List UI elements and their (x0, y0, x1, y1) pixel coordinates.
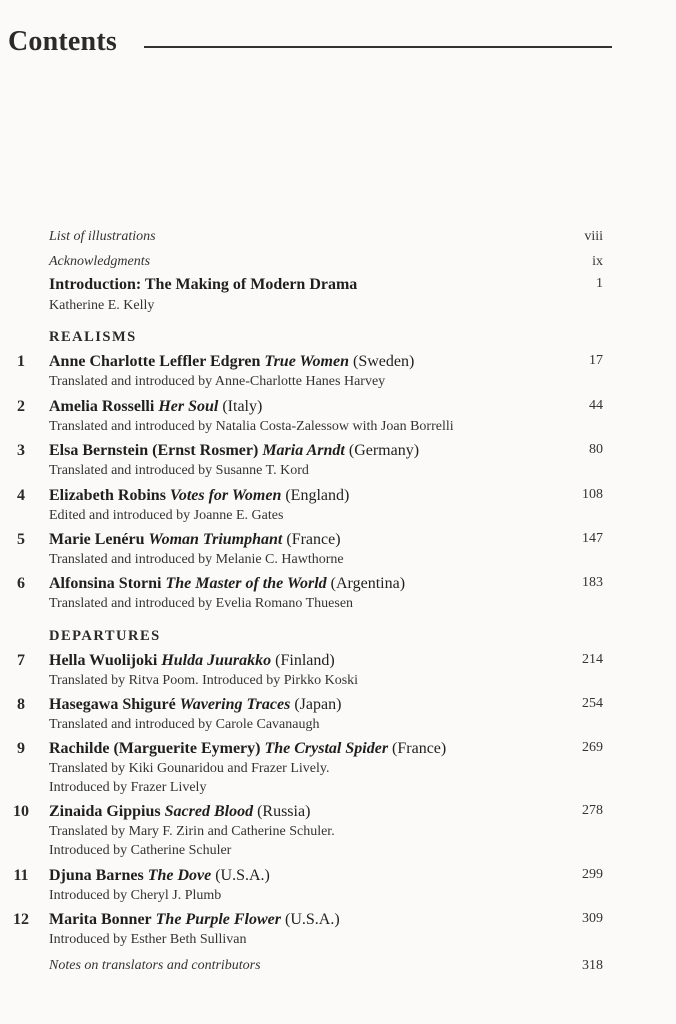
toc-page-number: 318 (582, 958, 603, 973)
entry-number: 9 (17, 740, 25, 757)
toc-page-number: 299 (582, 867, 603, 882)
entry-author: Anne Charlotte Leffler Edgren (49, 353, 261, 370)
entry-author: Zinaida Gippius (49, 803, 161, 820)
entry-number: 1 (17, 353, 25, 370)
toc-page-number: 183 (582, 575, 603, 590)
entry-credit: Translated and introduced by Anne-Charlotte Hanes Harvey (49, 374, 386, 389)
entry-credit: Introduced by Esther Beth Sullivan (49, 932, 247, 947)
section-heading-departures: DEPARTURES (49, 628, 161, 644)
entry-author: Amelia Rosselli (49, 398, 155, 415)
toc-page-number: 1 (596, 276, 603, 291)
entry-country: (Russia) (257, 803, 311, 820)
entry-title: The Dove (147, 867, 212, 884)
entry-number: 3 (17, 442, 25, 459)
entry-credit: Introduced by Catherine Schuler (49, 843, 232, 858)
entry-country: (Italy) (222, 398, 263, 415)
entry-author: Marie Lenéru (49, 531, 145, 548)
entry-title: Maria Arndt (262, 442, 345, 459)
toc-front-matter-acknowledgments[interactable]: Acknowledgments (49, 254, 151, 269)
entry-author: Alfonsina Storni (49, 575, 162, 592)
toc-page-number: 309 (582, 911, 603, 926)
entry-title: Her Soul (158, 398, 219, 415)
entry-credit: Translated by Kiki Gounaridou and Frazer Lively. (49, 761, 330, 776)
entry-credit: Translated by Mary F. Zirin and Catherine Schuler. (49, 824, 335, 839)
entry-credit: Translated and introduced by Carole Cavanaugh (49, 717, 320, 732)
entry-country: (U.S.A.) (285, 911, 340, 928)
section-heading-realisms: REALISMS (49, 329, 137, 345)
entry-number: 10 (13, 803, 29, 820)
toc-page-number: viii (584, 229, 603, 244)
toc-page-number: 17 (589, 353, 603, 368)
entry-title: Wavering Traces (179, 696, 291, 713)
toc-page-number: 214 (582, 652, 603, 667)
entry-number: 7 (17, 652, 25, 669)
entry-country: (U.S.A.) (215, 867, 270, 884)
entry-author: Hasegawa Shiguré (49, 696, 176, 713)
entry-number: 8 (17, 696, 25, 713)
toc-page-number: 254 (582, 696, 603, 711)
entry-credit: Introduced by Cheryl J. Plumb (49, 888, 222, 903)
entry-title: The Master of the World (165, 575, 327, 592)
entry-country: (Germany) (348, 442, 420, 459)
entry-title: Votes for Women (169, 487, 282, 504)
entry-number: 4 (17, 487, 25, 504)
entry-number: 11 (13, 867, 29, 884)
entry-author: Marita Bonner (49, 911, 152, 928)
page-title: Contents (8, 26, 117, 57)
entry-credit: Edited and introduced by Joanne E. Gates (49, 508, 284, 523)
entry-number: 5 (17, 531, 25, 548)
entry-title: Woman Triumphant (148, 531, 283, 548)
entry-credit: Introduced by Frazer Lively (49, 780, 207, 795)
entry-title: Sacred Blood (164, 803, 254, 820)
toc-back-matter-notes[interactable]: Notes on translators and contributors (49, 958, 261, 973)
entry-credit: Translated and introduced by Melanie C. Hawthorne (49, 552, 344, 567)
entry-country: (France) (286, 531, 341, 548)
entry-title: The Crystal Spider (264, 740, 389, 757)
toc-page-number: 108 (582, 487, 603, 502)
entry-credit: Translated and introduced by Susanne T. Kord (49, 463, 309, 478)
toc-page-number: 147 (582, 531, 603, 546)
entry-author: Djuna Barnes (49, 867, 144, 884)
entry-number: 2 (17, 398, 25, 415)
entry-title: The Purple Flower (155, 911, 281, 928)
entry-number: 12 (13, 911, 29, 928)
entry-number: 6 (17, 575, 25, 592)
entry-author: Hella Wuolijoki (49, 652, 158, 669)
toc-page-number: 44 (589, 398, 603, 413)
entry-title: Hulda Juurakko (161, 652, 272, 669)
entry-country: (England) (285, 487, 350, 504)
toc-page-number: 269 (582, 740, 603, 755)
toc-front-matter-illustrations[interactable]: List of illustrations (49, 229, 156, 244)
entry-country: (Argentina) (330, 575, 406, 592)
entry-country: (Japan) (294, 696, 342, 713)
entry-country: (France) (392, 740, 447, 757)
entry-author: Rachilde (Marguerite Eymery) (49, 740, 261, 757)
entry-author: Elsa Bernstein (Ernst Rosmer) (49, 442, 259, 459)
entry-title: True Women (264, 353, 349, 370)
entry-author: Elizabeth Robins (49, 487, 166, 504)
toc-page-number: 80 (589, 442, 603, 457)
toc-page-number: ix (592, 254, 603, 269)
entry-country: (Sweden) (353, 353, 415, 370)
toc-page-number: 278 (582, 803, 603, 818)
intro-author: Katherine E. Kelly (49, 298, 155, 313)
intro-title: Introduction: The Making of Modern Drama (49, 276, 358, 293)
entry-credit: Translated and introduced by Natalia Costa-Zalessow with Joan Borrelli (49, 419, 454, 434)
entry-credit: Translated and introduced by Evelia Romano Thuesen (49, 596, 354, 611)
entry-country: (Finland) (275, 652, 335, 669)
entry-credit: Translated by Ritva Poom. Introduced by Pirkko Koski (49, 673, 359, 688)
